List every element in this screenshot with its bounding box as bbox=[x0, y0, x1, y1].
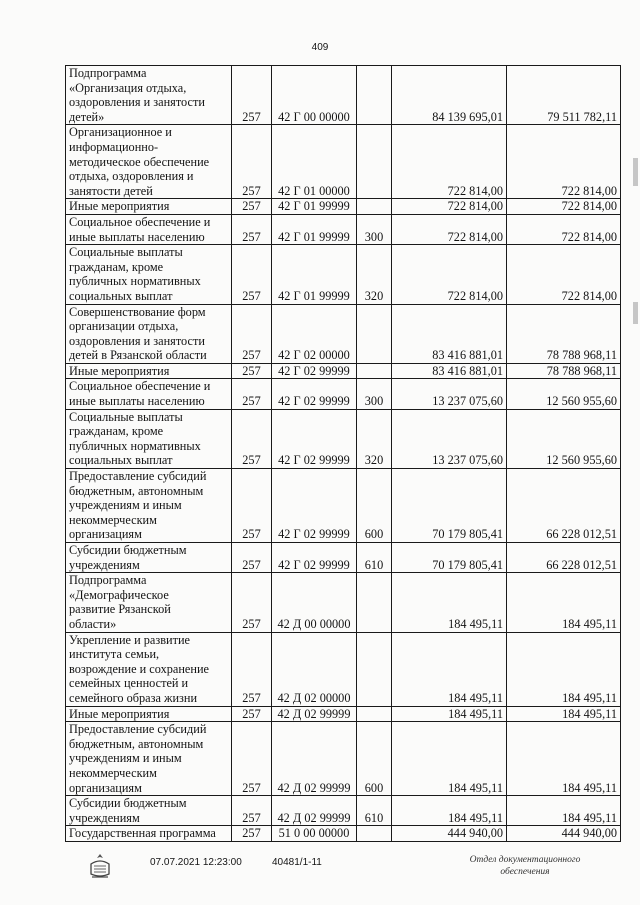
row-code: 257 bbox=[232, 379, 272, 409]
table-row bbox=[66, 543, 621, 573]
row-name: Иные мероприятия bbox=[66, 706, 232, 722]
row-sum-next: 722 814,00 bbox=[507, 245, 621, 304]
row-target: 42 Г 02 99999 bbox=[272, 543, 357, 573]
row-sum-next: 66 228 012,51 bbox=[507, 469, 621, 543]
row-sum-current: 184 495,11 bbox=[392, 722, 507, 796]
row-target: 42 Г 02 99999 bbox=[272, 379, 357, 409]
row-target: 42 Г 01 99999 bbox=[272, 214, 357, 244]
row-sum-next: 78 788 968,11 bbox=[507, 304, 621, 363]
row-code: 257 bbox=[232, 826, 272, 842]
row-name: Укрепление и развитие института семьи, возрождение и сохранение семейных ценностей и семейного образа жизни bbox=[66, 632, 232, 706]
row-name: Подпрограмма «Организация отдыха, оздоровления и занятости детей» bbox=[66, 66, 232, 125]
table-row bbox=[66, 379, 621, 409]
row-sum-current: 13 237 075,60 bbox=[392, 379, 507, 409]
row-type bbox=[357, 826, 392, 842]
row-target: 42 Г 02 99999 bbox=[272, 469, 357, 543]
row-code: 257 bbox=[232, 796, 272, 826]
emblem-icon bbox=[88, 852, 112, 883]
table-row bbox=[66, 199, 621, 215]
row-code: 257 bbox=[232, 245, 272, 304]
row-sum-current: 70 179 805,41 bbox=[392, 543, 507, 573]
row-code: 257 bbox=[232, 304, 272, 363]
row-code: 257 bbox=[232, 66, 272, 125]
row-code: 257 bbox=[232, 409, 272, 468]
budget-table-body bbox=[66, 66, 621, 842]
table-row bbox=[66, 66, 621, 125]
table-row bbox=[66, 214, 621, 244]
row-sum-current: 722 814,00 bbox=[392, 125, 507, 199]
table-row bbox=[66, 409, 621, 468]
row-target: 42 Г 01 00000 bbox=[272, 125, 357, 199]
row-type bbox=[357, 363, 392, 379]
row-target: 42 Д 00 00000 bbox=[272, 573, 357, 632]
row-target: 42 Г 02 99999 bbox=[272, 363, 357, 379]
row-type bbox=[357, 66, 392, 125]
row-type: 300 bbox=[357, 379, 392, 409]
row-target: 42 Г 02 00000 bbox=[272, 304, 357, 363]
row-code: 257 bbox=[232, 469, 272, 543]
row-type: 610 bbox=[357, 796, 392, 826]
row-type bbox=[357, 573, 392, 632]
row-code: 257 bbox=[232, 125, 272, 199]
row-code: 257 bbox=[232, 573, 272, 632]
row-name: Иные мероприятия bbox=[66, 199, 232, 215]
table-row bbox=[66, 573, 621, 632]
budget-table bbox=[65, 65, 621, 842]
row-name: Предоставление субсидий бюджетным, автономным учреждениям и иным некоммерческим организациям bbox=[66, 469, 232, 543]
row-type: 300 bbox=[357, 214, 392, 244]
scan-edge-mark bbox=[633, 158, 638, 186]
row-target: 42 Г 01 99999 bbox=[272, 245, 357, 304]
row-code: 257 bbox=[232, 214, 272, 244]
row-type: 320 bbox=[357, 245, 392, 304]
row-target: 42 Д 02 99999 bbox=[272, 722, 357, 796]
row-sum-next: 78 788 968,11 bbox=[507, 363, 621, 379]
row-type: 320 bbox=[357, 409, 392, 468]
row-type: 600 bbox=[357, 469, 392, 543]
table-row bbox=[66, 245, 621, 304]
row-target: 42 Д 02 99999 bbox=[272, 796, 357, 826]
row-target: 42 Г 01 99999 bbox=[272, 199, 357, 215]
row-sum-next: 79 511 782,11 bbox=[507, 66, 621, 125]
row-sum-next: 12 560 955,60 bbox=[507, 379, 621, 409]
row-sum-current: 84 139 695,01 bbox=[392, 66, 507, 125]
row-type: 600 bbox=[357, 722, 392, 796]
row-name: Субсидии бюджетным учреждениям bbox=[66, 796, 232, 826]
row-sum-current: 70 179 805,41 bbox=[392, 469, 507, 543]
row-code: 257 bbox=[232, 543, 272, 573]
row-target: 42 Г 02 99999 bbox=[272, 409, 357, 468]
row-sum-next: 184 495,11 bbox=[507, 722, 621, 796]
row-name: Государственная программа bbox=[66, 826, 232, 842]
row-sum-current: 444 940,00 bbox=[392, 826, 507, 842]
table-row bbox=[66, 304, 621, 363]
row-sum-next: 722 814,00 bbox=[507, 125, 621, 199]
row-sum-next: 184 495,11 bbox=[507, 706, 621, 722]
row-name: Иные мероприятия bbox=[66, 363, 232, 379]
row-code: 257 bbox=[232, 363, 272, 379]
row-name: Субсидии бюджетным учреждениям bbox=[66, 543, 232, 573]
row-sum-next: 722 814,00 bbox=[507, 199, 621, 215]
row-name: Совершенствование форм организации отдыха, оздоровления и занятости детей в Рязанской области bbox=[66, 304, 232, 363]
footer bbox=[0, 852, 640, 902]
table-row bbox=[66, 469, 621, 543]
row-sum-current: 722 814,00 bbox=[392, 214, 507, 244]
row-name: Социальные выплаты гражданам, кроме публичных нормативных социальных выплат bbox=[66, 409, 232, 468]
row-sum-next: 184 495,11 bbox=[507, 632, 621, 706]
row-sum-next: 66 228 012,51 bbox=[507, 543, 621, 573]
row-name: Социальное обеспечение и иные выплаты населению bbox=[66, 379, 232, 409]
row-sum-next: 184 495,11 bbox=[507, 796, 621, 826]
row-sum-current: 722 814,00 bbox=[392, 245, 507, 304]
table-row bbox=[66, 826, 621, 842]
row-target: 51 0 00 00000 bbox=[272, 826, 357, 842]
row-sum-next: 12 560 955,60 bbox=[507, 409, 621, 468]
row-sum-next: 444 940,00 bbox=[507, 826, 621, 842]
page-number: 409 bbox=[311, 42, 329, 53]
row-code: 257 bbox=[232, 199, 272, 215]
footer-datetime: 07.07.2021 12:23:00 bbox=[150, 857, 242, 868]
row-target: 42 Д 02 00000 bbox=[272, 632, 357, 706]
row-sum-current: 184 495,11 bbox=[392, 706, 507, 722]
row-code: 257 bbox=[232, 632, 272, 706]
row-sum-current: 184 495,11 bbox=[392, 796, 507, 826]
row-target: 42 Д 02 99999 bbox=[272, 706, 357, 722]
row-sum-current: 184 495,11 bbox=[392, 632, 507, 706]
footer-doc-number: 40481/1-11 bbox=[272, 857, 322, 868]
row-sum-current: 13 237 075,60 bbox=[392, 409, 507, 468]
row-sum-next: 184 495,11 bbox=[507, 573, 621, 632]
row-name: Социальные выплаты гражданам, кроме публичных нормативных социальных выплат bbox=[66, 245, 232, 304]
table-row bbox=[66, 706, 621, 722]
row-sum-current: 83 416 881,01 bbox=[392, 304, 507, 363]
row-target: 42 Г 00 00000 bbox=[272, 66, 357, 125]
row-name: Социальное обеспечение и иные выплаты населению bbox=[66, 214, 232, 244]
row-sum-current: 83 416 881,01 bbox=[392, 363, 507, 379]
table-row bbox=[66, 125, 621, 199]
table-row bbox=[66, 796, 621, 826]
row-sum-next: 722 814,00 bbox=[507, 214, 621, 244]
table-row bbox=[66, 722, 621, 796]
row-sum-current: 722 814,00 bbox=[392, 199, 507, 215]
row-type bbox=[357, 632, 392, 706]
row-name: Подпрограмма «Демографическое развитие Рязанской области» bbox=[66, 573, 232, 632]
row-type bbox=[357, 125, 392, 199]
row-code: 257 bbox=[232, 706, 272, 722]
row-type: 610 bbox=[357, 543, 392, 573]
row-name: Организационное и информационно- методическое обеспечение отдыха, оздоровления и занятости детей bbox=[66, 125, 232, 199]
department-stamp: Отдел документационного обеспечения bbox=[469, 855, 581, 877]
row-type bbox=[357, 706, 392, 722]
table-row bbox=[66, 363, 621, 379]
row-type bbox=[357, 199, 392, 215]
scan-edge-mark bbox=[633, 302, 638, 324]
table-row bbox=[66, 632, 621, 706]
row-code: 257 bbox=[232, 722, 272, 796]
row-name: Предоставление субсидий бюджетным, автономным учреждениям и иным некоммерческим организациям bbox=[66, 722, 232, 796]
row-sum-current: 184 495,11 bbox=[392, 573, 507, 632]
row-type bbox=[357, 304, 392, 363]
